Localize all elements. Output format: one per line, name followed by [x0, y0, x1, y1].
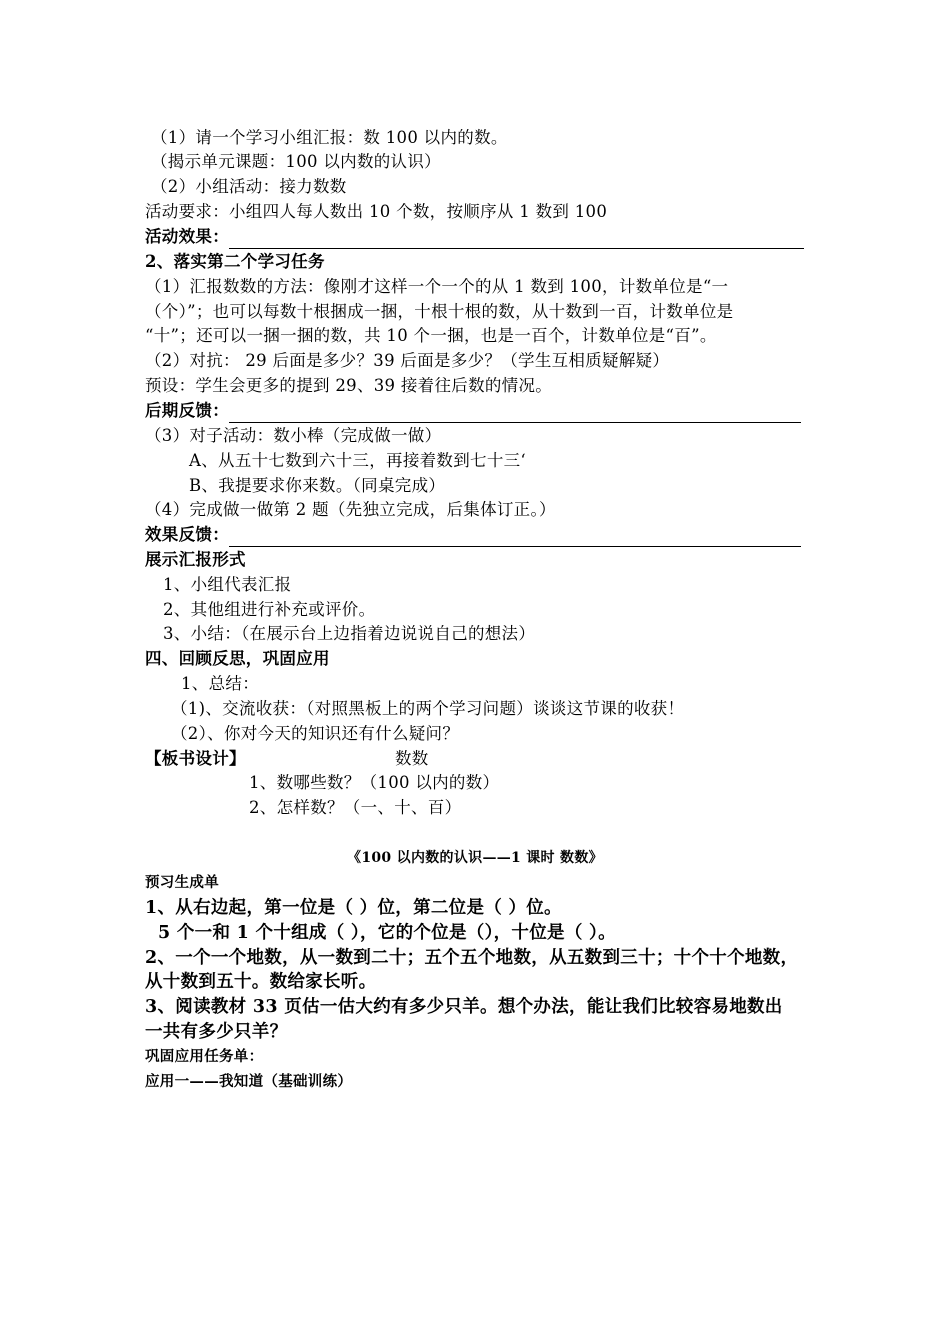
text-line: （揭示单元课题：100 以内数的认识）	[151, 152, 441, 171]
question-1-part-b: 5 个一和 1 个十组成（ ），它的个位是（），十位是（ ）。	[158, 923, 616, 943]
text-line: 2、其他组进行补充或评价。	[163, 600, 376, 619]
answer-blank-line	[229, 231, 804, 249]
effect-feedback-label	[145, 523, 801, 547]
task-list-heading: 巩固应用任务单：	[145, 1048, 264, 1065]
activity-effect-label	[145, 225, 804, 249]
application-heading: 应用一——我知道（基础训练）	[145, 1073, 353, 1090]
question-2: 2、一个一个地数，从一数到二十；五个五个地数，从五数到三十；十个十个地数，	[145, 948, 799, 968]
answer-blank-line	[229, 405, 801, 423]
text-line: 1、总结：	[181, 674, 259, 693]
text-line: 3、小结：（在展示台上边指着边说说自己的想法）	[163, 624, 536, 643]
section-heading: 四、回顾反思，巩固应用	[145, 649, 330, 668]
worksheet-title: 《100 以内数的认识——1 课时 数数》	[347, 850, 603, 866]
text-line: （4）完成做一做第 2 题（先独立完成，后集体订正。）	[145, 500, 556, 519]
text-line: 1、数哪些数？（100 以内的数）	[249, 773, 500, 792]
text-line: （1）汇报数数的方法：像刚才这样一个一个的从 1 数到 100，计数单位是“一	[145, 277, 729, 296]
label-text: 效果反馈：	[145, 525, 229, 544]
text-line: B、我提要求你来数。（同桌完成）	[189, 476, 446, 495]
text-line: （2）对抗： 29 后面是多少？39 后面是多少？（学生互相质疑解疑）	[145, 351, 670, 370]
text-line: （2）、你对今天的知识还有什么疑问？	[171, 724, 460, 743]
text-line: （1）请一个学习小组汇报：数 100 以内的数。	[151, 128, 508, 147]
answer-blank-line	[229, 529, 801, 547]
board-design-label: 【板书设计】	[145, 749, 246, 768]
board-title: 数数	[395, 749, 429, 768]
text-line: （2）小组活动：接力数数	[151, 177, 347, 196]
worksheet-subtitle: 预习生成单	[145, 874, 219, 891]
text-line: （1)、交流收获：（对照黑板上的两个学习问题）谈谈这节课的收获！	[171, 699, 685, 718]
text-line: “十”；还可以一捆一捆的数，共 10 个一捆，也是一百个，计数单位是“百”。	[145, 326, 717, 345]
section-heading: 2、落实第二个学习任务	[145, 252, 325, 271]
text-line: 2、怎样数？（一、十、百）	[249, 798, 462, 817]
label-text: 活动效果：	[145, 227, 229, 246]
label-text: 后期反馈：	[145, 401, 229, 420]
question-3: 3、阅读教材 33 页估一估大约有多少只羊。想个办法，能让我们比较容易地数出	[145, 997, 783, 1017]
text-line: （3）对子活动：数小棒（完成做一做）	[145, 426, 442, 445]
text-line: 1、小组代表汇报	[163, 575, 292, 594]
question-1: 1、从右边起，第一位是（ ）位，第二位是（ ）位。	[145, 898, 562, 918]
question-2-cont: 从十数到五十。数给家长听。	[145, 972, 377, 992]
question-3-cont: 一共有多少只羊？	[145, 1022, 288, 1042]
text-line: 活动要求：小组四人每人数出 10 个数，按顺序从 1 数到 100	[145, 202, 608, 221]
text-line: （个）”；也可以每数十根捆成一捆，十根十根的数，从十数到一百，计数单位是	[145, 302, 734, 321]
section-heading: 展示汇报形式	[145, 550, 246, 569]
text-line: A、从五十七数到六十三，再接着数到七十三‘	[189, 451, 526, 470]
text-line: 预设：学生会更多的提到 29、39 接着往后数的情况。	[145, 376, 553, 395]
later-feedback-label	[145, 399, 801, 423]
